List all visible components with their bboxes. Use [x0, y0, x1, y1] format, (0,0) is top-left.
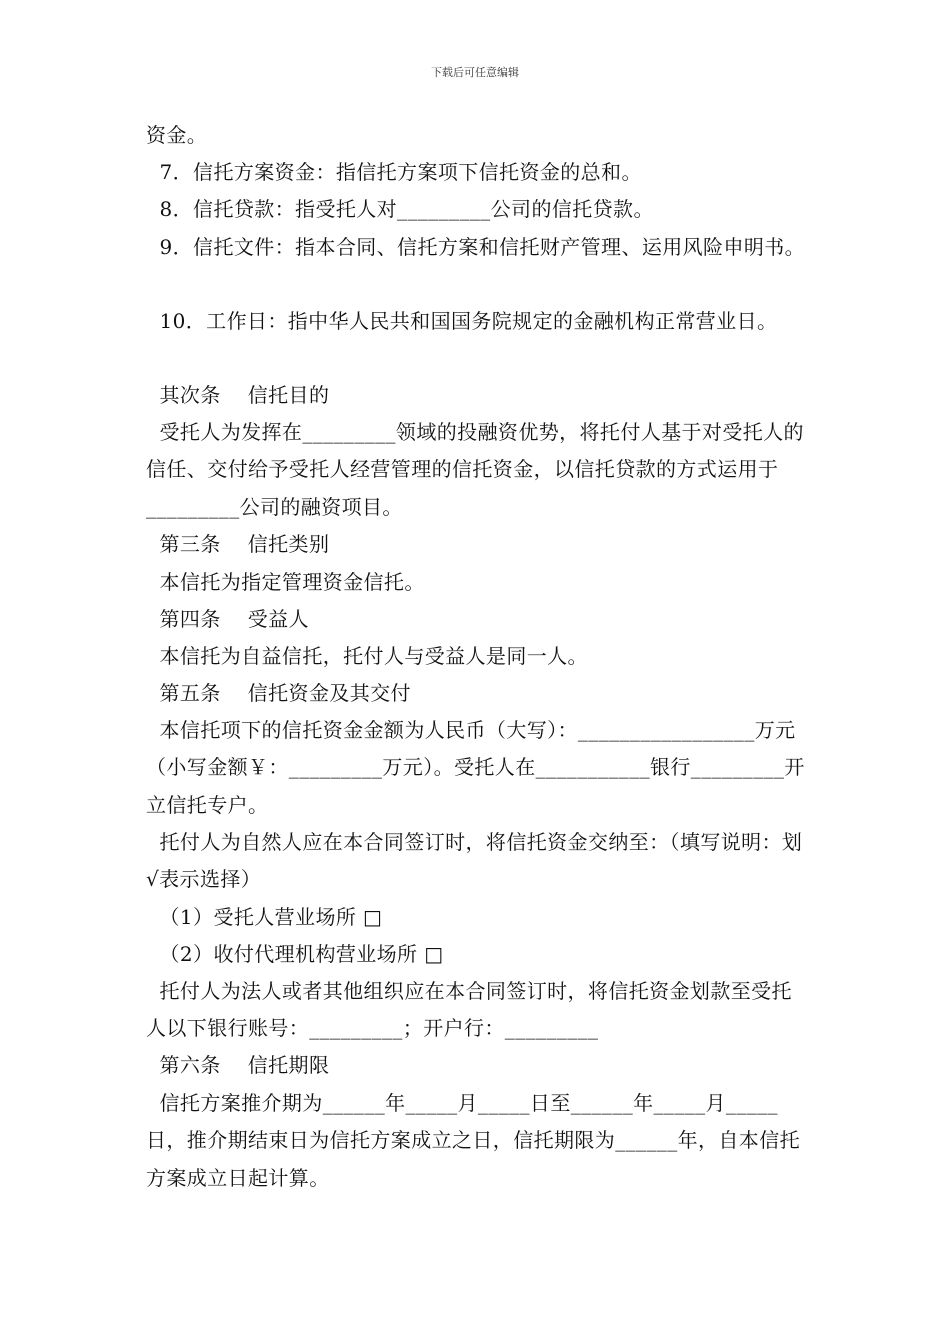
- article-body-6: 信托方案推介期为______年_____月_____日至______年_____月_____日，推介期结束日为信托方案成立之日，信托期限为______年，自本信托方案成立日起计算。: [146, 1091, 800, 1190]
- definition-item-7: 7．信托方案资金：指信托方案项下信托资金的总和。: [146, 160, 642, 184]
- option-item-1: （1）受托人营业场所 □: [146, 905, 383, 929]
- article-body-5-natural-person: 托付人为自然人应在本合同签订时，将信托资金交纳至：（填写说明：划√表示选择）: [146, 830, 803, 892]
- article-heading-3: 第三条 信托类别: [146, 532, 330, 556]
- article-body-5-legal-person: 托付人为法人或者其他组织应在本合同签订时，将信托资金划款至受托人以下银行账号：_________；开户行：_________: [146, 979, 792, 1041]
- article-heading-6: 第六条 信托期限: [146, 1053, 330, 1077]
- article-heading-5: 第五条 信托资金及其交付: [146, 681, 411, 705]
- page-header: 下载后可任意编辑: [431, 66, 519, 79]
- definition-item-9: 9．信托文件：指本合同、信托方案和信托财产管理、运用风险申明书。: [146, 235, 806, 259]
- option-item-2: （2）收付代理机构营业场所 □: [146, 942, 444, 966]
- article-body-3: 本信托为指定管理资金信托。: [146, 570, 425, 594]
- article-body-5-amount: 本信托项下的信托资金金额为人民币（大写）：_________________万元（小写金额￥：_________万元）。受托人在___________银行_________开立信托专户。: [146, 718, 805, 817]
- article-heading-2: 其次条 信托目的: [146, 383, 330, 407]
- article-body-4: 本信托为自益信托，托付人与受益人是同一人。: [146, 644, 588, 668]
- definition-item-10: 10．工作日：指中华人民共和国国务院规定的金融机构正常营业日。: [146, 309, 778, 333]
- article-heading-4: 第四条 受益人: [146, 607, 309, 631]
- paragraph: 资金。: [146, 123, 208, 147]
- article-body-2: 受托人为发挥在_________领域的投融资优势，将托付人基于对受托人的信任、交付给予受托人经营管理的信托资金，以信托贷款的方式运用于_________公司的融资项目。: [146, 420, 804, 519]
- definition-item-8: 8．信托贷款：指受托人对_________公司的信托贷款。: [146, 197, 654, 221]
